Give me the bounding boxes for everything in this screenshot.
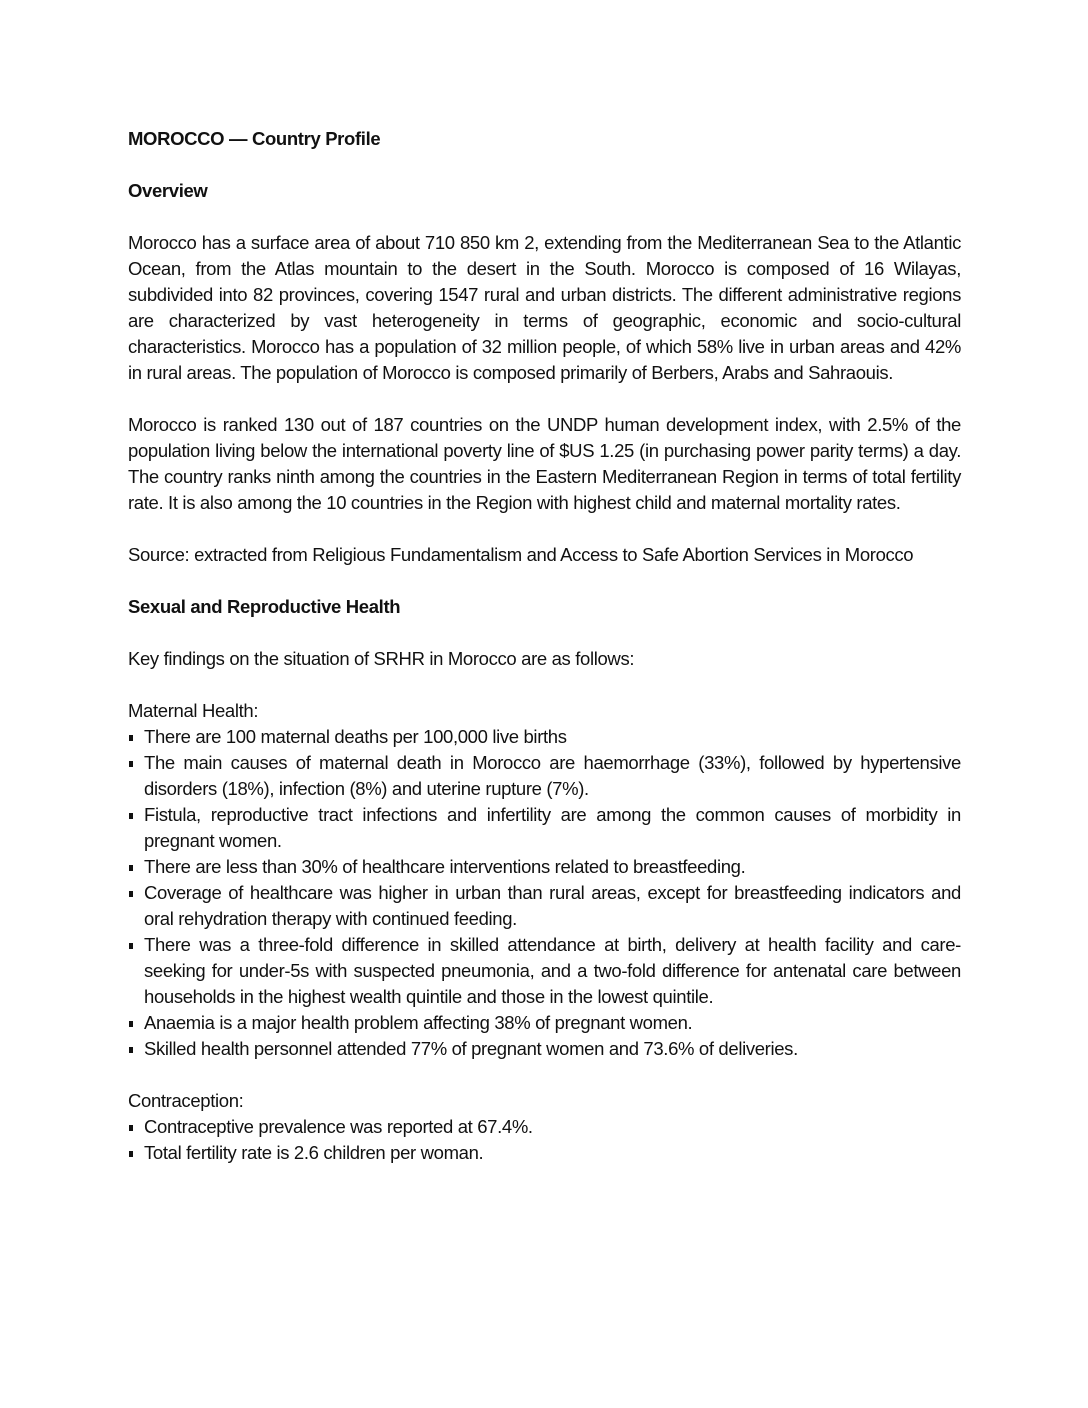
document-page	[128, 126, 961, 1166]
list-item-text: Skilled health personnel attended 77% of pregnant women and 73.6% of deliveries.	[144, 1038, 798, 1059]
list-item	[128, 724, 961, 750]
overview-paragraph-geography: Morocco has a surface area of about 710 850 km 2, extending from the Mediterranean Sea to the Atlantic Ocean, from the Atlas mountain to the desert in the South. Morocco is composed of 16 Wilayas, subdivided into 82 provinces, covering 1547 rural and urban districts. The different administrative regions are characterized by vast heterogeneity in terms of geographic, economic and socio-cultural characteristics. Morocco has a population of 32 million people, of which 58% live in urban areas and 42% in rural areas. The population of Morocco is composed primarily of Berbers, Arabs and Sahraouis.	[128, 232, 961, 383]
overview-heading: Overview	[128, 180, 208, 201]
bullet-icon	[129, 1151, 133, 1157]
list-item	[128, 1140, 961, 1166]
srh-heading: Sexual and Reproductive Health	[128, 596, 401, 617]
bullet-icon	[129, 813, 133, 819]
contraception-list	[128, 1114, 961, 1166]
list-item	[128, 802, 961, 854]
bullet-icon	[129, 1125, 133, 1131]
overview-paragraph-development: Morocco is ranked 130 out of 187 countries on the UNDP human development index, with 2.5% of the population living below the international poverty line of $US 1.25 (in purchasing power parity terms) a day. The country ranks ninth among the countries in the Eastern Mediterranean Region in terms of total fertility rate. It is also among the 10 countries in the Region with highest child and maternal mortality rates.	[128, 414, 961, 513]
list-item	[128, 932, 961, 1010]
bullet-icon	[129, 1021, 133, 1027]
maternal-health-list	[128, 724, 961, 1062]
list-item	[128, 880, 961, 932]
list-item-text: Contraceptive prevalence was reported at 67.4%.	[144, 1116, 533, 1137]
list-item	[128, 750, 961, 802]
list-item-text: There are less than 30% of healthcare interventions related to breastfeeding.	[144, 856, 746, 877]
list-item-text: Coverage of healthcare was higher in urban than rural areas, except for breastfeeding indicators and oral rehydration therapy with continued feeding.	[144, 882, 961, 929]
overview-source-note: Source: extracted from Religious Fundamentalism and Access to Safe Abortion Services in Morocco	[128, 544, 914, 565]
overview-section	[128, 178, 961, 568]
contraception-label: Contraception:	[128, 1090, 244, 1111]
bullet-icon	[129, 1047, 133, 1053]
bullet-icon	[129, 943, 133, 949]
list-item-text: There was a three-fold difference in skilled attendance at birth, delivery at health facility and care-seeking for under-5s with suspected pneumonia, and a two-fold difference for antenatal care between households in the highest wealth quintile and those in the lowest quintile.	[144, 934, 961, 1007]
list-item-text: There are 100 maternal deaths per 100,000 live births	[144, 726, 567, 747]
list-item	[128, 1114, 961, 1140]
list-item-text: Fistula, reproductive tract infections and infertility are among the common causes of morbidity in pregnant women.	[144, 804, 961, 851]
maternal-health-label: Maternal Health:	[128, 700, 259, 721]
list-item-text: Anaemia is a major health problem affecting 38% of pregnant women.	[144, 1012, 693, 1033]
bullet-icon	[129, 891, 133, 897]
bullet-icon	[129, 865, 133, 871]
list-item	[128, 1036, 961, 1062]
srh-intro: Key findings on the situation of SRHR in Morocco are as follows:	[128, 648, 635, 669]
list-item	[128, 1010, 961, 1036]
bullet-icon	[129, 761, 133, 767]
bullet-icon	[129, 735, 133, 741]
document-title: MOROCCO — Country Profile	[128, 128, 381, 149]
list-item	[128, 854, 961, 880]
list-item-text: Total fertility rate is 2.6 children per woman.	[144, 1142, 484, 1163]
srh-section	[128, 594, 961, 1166]
list-item-text: The main causes of maternal death in Morocco are haemorrhage (33%), followed by hypertensive disorders (18%), infection (8%) and uterine rupture (7%).	[144, 752, 961, 799]
